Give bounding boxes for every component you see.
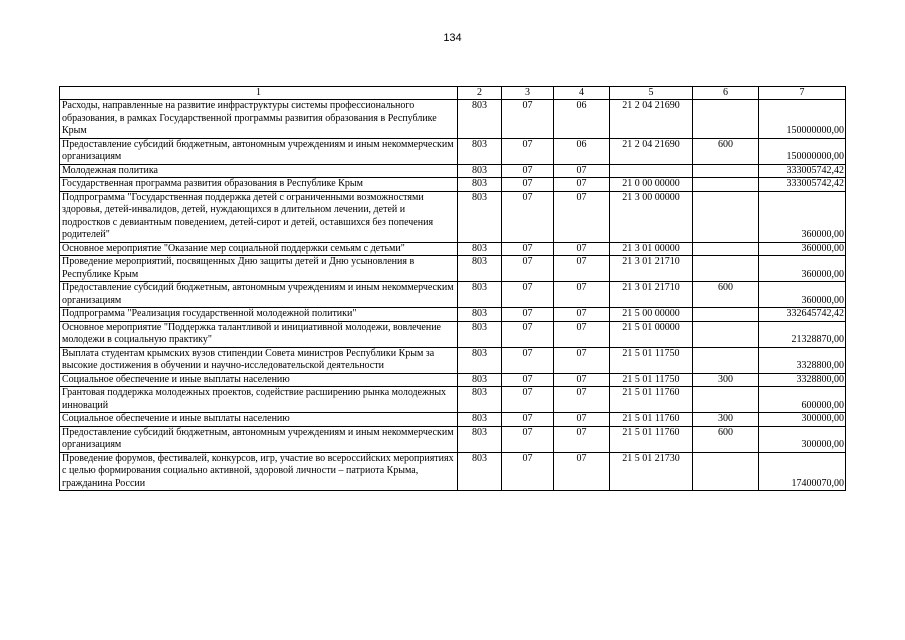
row-target-article-cell: 21 3 01 21710 xyxy=(610,256,693,282)
table-row xyxy=(60,242,846,256)
row-subsection-cell: 07 xyxy=(554,321,610,347)
row-amount-cell: 300000,00 xyxy=(759,426,846,452)
row-name-cell: Расходы, направленные на развитие инфраструктуры системы профессионального образования, в рамках Государственной программы развития образования в Республике Крым xyxy=(60,100,458,139)
row-subsection-cell: 07 xyxy=(554,373,610,387)
row-target-article-cell: 21 3 01 21710 xyxy=(610,282,693,308)
table-row xyxy=(60,321,846,347)
row-name-cell: Социальное обеспечение и иные выплаты населению xyxy=(60,373,458,387)
row-subsection-cell: 06 xyxy=(554,100,610,139)
row-amount-cell: 332645742,42 xyxy=(759,308,846,322)
row-subsection-cell: 07 xyxy=(554,308,610,322)
row-name-cell: Подпрограмма "Реализация государственной молодежной политики" xyxy=(60,308,458,322)
row-target-article-cell: 21 5 00 00000 xyxy=(610,308,693,322)
row-section-cell: 07 xyxy=(502,242,554,256)
row-section-cell: 07 xyxy=(502,191,554,242)
row-subsection-cell: 07 xyxy=(554,413,610,427)
row-expense-type-cell: 600 xyxy=(693,426,759,452)
table-row xyxy=(60,413,846,427)
row-target-article-cell: 21 2 04 21690 xyxy=(610,100,693,139)
row-section-cell: 07 xyxy=(502,426,554,452)
header-cell: 4 xyxy=(554,87,610,100)
header-cell: 5 xyxy=(610,87,693,100)
row-code-gr-cell: 803 xyxy=(458,100,502,139)
header-cell: 3 xyxy=(502,87,554,100)
row-name-cell: Молодежная политика xyxy=(60,164,458,178)
row-name-cell: Предоставление субсидий бюджетным, автономным учреждениям и иным некоммерческим организациям xyxy=(60,426,458,452)
row-target-article-cell: 21 5 01 11750 xyxy=(610,373,693,387)
row-subsection-cell: 07 xyxy=(554,191,610,242)
row-expense-type-cell xyxy=(693,191,759,242)
row-amount-cell: 600000,00 xyxy=(759,387,846,413)
row-target-article-cell xyxy=(610,164,693,178)
table-row xyxy=(60,387,846,413)
row-expense-type-cell xyxy=(693,256,759,282)
row-amount-cell: 17400070,00 xyxy=(759,452,846,491)
row-code-gr-cell: 803 xyxy=(458,138,502,164)
table-row xyxy=(60,164,846,178)
row-amount-cell: 360000,00 xyxy=(759,256,846,282)
row-name-cell: Подпрограмма "Государственная поддержка детей с ограниченными возможностями здоровья, детей-инвалидов, детей, нуждающихся в длительном лечении, детей и подростков с девиантным поведением, детей-сирот и детей, оставшихся без попечения родителей" xyxy=(60,191,458,242)
row-subsection-cell: 07 xyxy=(554,426,610,452)
row-target-article-cell: 21 5 01 11760 xyxy=(610,387,693,413)
row-expense-type-cell xyxy=(693,164,759,178)
header-cell: 1 xyxy=(60,87,458,100)
row-section-cell: 07 xyxy=(502,282,554,308)
row-amount-cell: 150000000,00 xyxy=(759,100,846,139)
row-section-cell: 07 xyxy=(502,178,554,192)
row-target-article-cell: 21 5 01 11750 xyxy=(610,347,693,373)
row-name-cell: Выплата студентам крымских вузов стипендии Совета министров Республики Крым за высокие достижения в обучении и научно-исследовательской деятельности xyxy=(60,347,458,373)
row-code-gr-cell: 803 xyxy=(458,191,502,242)
row-section-cell: 07 xyxy=(502,373,554,387)
table-row xyxy=(60,100,846,139)
row-section-cell: 07 xyxy=(502,256,554,282)
row-subsection-cell: 06 xyxy=(554,138,610,164)
row-amount-cell: 150000000,00 xyxy=(759,138,846,164)
row-target-article-cell: 21 3 00 00000 xyxy=(610,191,693,242)
table-row xyxy=(60,426,846,452)
row-name-cell: Основное мероприятие "Оказание мер социальной поддержки семьям с детьми" xyxy=(60,242,458,256)
row-code-gr-cell: 803 xyxy=(458,452,502,491)
table-row xyxy=(60,347,846,373)
row-expense-type-cell xyxy=(693,387,759,413)
header-cell: 6 xyxy=(693,87,759,100)
row-expense-type-cell: 300 xyxy=(693,413,759,427)
row-amount-cell: 360000,00 xyxy=(759,242,846,256)
row-section-cell: 07 xyxy=(502,347,554,373)
row-name-cell: Проведение мероприятий, посвященных Дню защиты детей и Дню усыновления в Республике Крым xyxy=(60,256,458,282)
row-target-article-cell: 21 0 00 00000 xyxy=(610,178,693,192)
row-name-cell: Основное мероприятие "Поддержка талантливой и инициативной молодежи, вовлечение молодежи в социальную практику" xyxy=(60,321,458,347)
table-row xyxy=(60,191,846,242)
row-target-article-cell: 21 5 01 11760 xyxy=(610,426,693,452)
row-expense-type-cell xyxy=(693,347,759,373)
row-code-gr-cell: 803 xyxy=(458,321,502,347)
row-subsection-cell: 07 xyxy=(554,242,610,256)
row-amount-cell: 21328870,00 xyxy=(759,321,846,347)
row-name-cell: Грантовая поддержка молодежных проектов, содействие расширению рынка молодежных инноваций xyxy=(60,387,458,413)
row-subsection-cell: 07 xyxy=(554,347,610,373)
row-section-cell: 07 xyxy=(502,387,554,413)
row-code-gr-cell: 803 xyxy=(458,256,502,282)
row-amount-cell: 333005742,42 xyxy=(759,178,846,192)
row-amount-cell: 3328800,00 xyxy=(759,373,846,387)
row-target-article-cell: 21 2 04 21690 xyxy=(610,138,693,164)
row-section-cell: 07 xyxy=(502,413,554,427)
row-expense-type-cell: 600 xyxy=(693,282,759,308)
row-amount-cell: 300000,00 xyxy=(759,413,846,427)
row-subsection-cell: 07 xyxy=(554,452,610,491)
row-code-gr-cell: 803 xyxy=(458,373,502,387)
row-code-gr-cell: 803 xyxy=(458,413,502,427)
table-row xyxy=(60,282,846,308)
row-name-cell: Социальное обеспечение и иные выплаты населению xyxy=(60,413,458,427)
header-cell: 2 xyxy=(458,87,502,100)
row-code-gr-cell: 803 xyxy=(458,178,502,192)
table-row xyxy=(60,138,846,164)
row-amount-cell: 360000,00 xyxy=(759,191,846,242)
row-target-article-cell: 21 3 01 00000 xyxy=(610,242,693,256)
row-expense-type-cell xyxy=(693,178,759,192)
row-expense-type-cell: 600 xyxy=(693,138,759,164)
row-code-gr-cell: 803 xyxy=(458,242,502,256)
row-section-cell: 07 xyxy=(502,164,554,178)
row-name-cell: Проведение форумов, фестивалей, конкурсов, игр, участие во всероссийских мероприятиях с целью формирования социально активной, здоровой личности – патриота Крыма, гражданина России xyxy=(60,452,458,491)
row-subsection-cell: 07 xyxy=(554,178,610,192)
row-expense-type-cell xyxy=(693,242,759,256)
row-expense-type-cell: 300 xyxy=(693,373,759,387)
row-section-cell: 07 xyxy=(502,100,554,139)
table-row xyxy=(60,178,846,192)
row-code-gr-cell: 803 xyxy=(458,282,502,308)
row-section-cell: 07 xyxy=(502,321,554,347)
row-amount-cell: 333005742,42 xyxy=(759,164,846,178)
row-target-article-cell: 21 5 01 21730 xyxy=(610,452,693,491)
row-code-gr-cell: 803 xyxy=(458,308,502,322)
row-subsection-cell: 07 xyxy=(554,282,610,308)
row-name-cell: Предоставление субсидий бюджетным, автономным учреждениям и иным некоммерческим организациям xyxy=(60,138,458,164)
header-row xyxy=(60,87,846,100)
row-target-article-cell: 21 5 01 00000 xyxy=(610,321,693,347)
table-row xyxy=(60,256,846,282)
row-subsection-cell: 07 xyxy=(554,256,610,282)
row-subsection-cell: 07 xyxy=(554,164,610,178)
row-expense-type-cell xyxy=(693,452,759,491)
table-row xyxy=(60,452,846,491)
row-code-gr-cell: 803 xyxy=(458,164,502,178)
row-name-cell: Предоставление субсидий бюджетным, автономным учреждениям и иным некоммерческим организациям xyxy=(60,282,458,308)
row-amount-cell: 360000,00 xyxy=(759,282,846,308)
row-section-cell: 07 xyxy=(502,308,554,322)
row-section-cell: 07 xyxy=(502,452,554,491)
row-target-article-cell: 21 5 01 11760 xyxy=(610,413,693,427)
header-cell: 7 xyxy=(759,87,846,100)
row-expense-type-cell xyxy=(693,100,759,139)
table-row xyxy=(60,373,846,387)
row-expense-type-cell xyxy=(693,308,759,322)
row-name-cell: Государственная программа развития образования в Республике Крым xyxy=(60,178,458,192)
row-expense-type-cell xyxy=(693,321,759,347)
row-amount-cell: 3328800,00 xyxy=(759,347,846,373)
page-number: 134 xyxy=(443,32,462,44)
row-subsection-cell: 07 xyxy=(554,387,610,413)
table-row xyxy=(60,308,846,322)
row-section-cell: 07 xyxy=(502,138,554,164)
row-code-gr-cell: 803 xyxy=(458,426,502,452)
row-code-gr-cell: 803 xyxy=(458,387,502,413)
row-code-gr-cell: 803 xyxy=(458,347,502,373)
budget-table xyxy=(59,86,846,491)
